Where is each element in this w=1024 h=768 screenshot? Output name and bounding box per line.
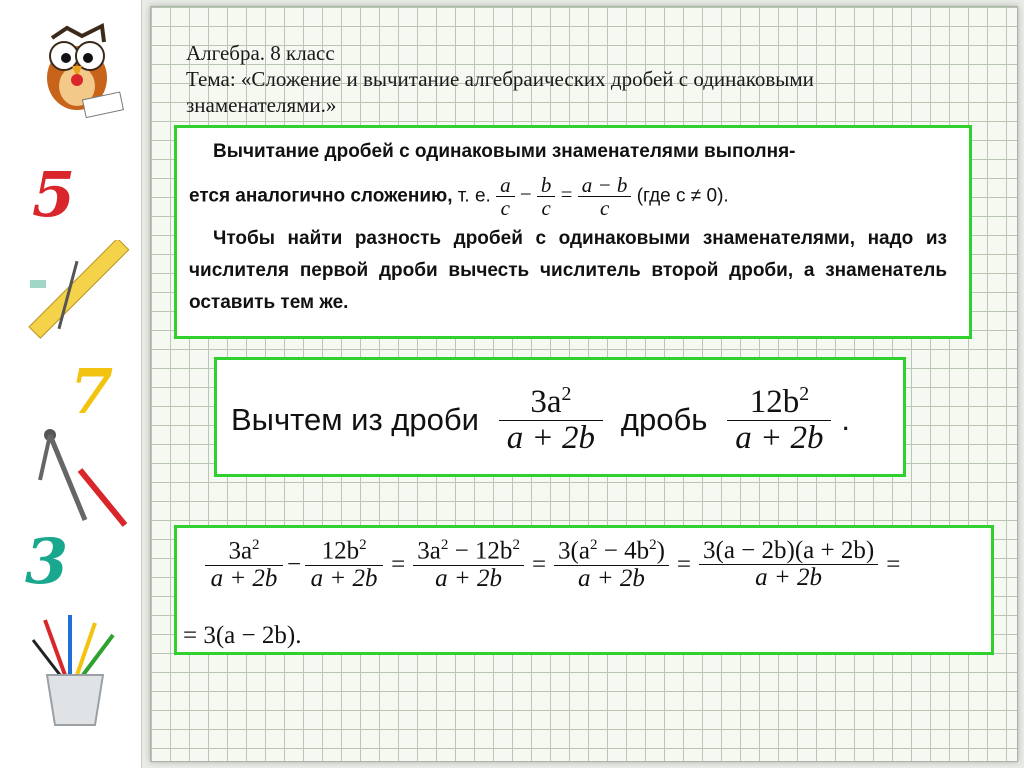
digit-7-decoration: 7 — [70, 355, 114, 428]
rule-te: т. е. — [452, 185, 497, 207]
owl-icon — [22, 8, 132, 118]
task-fraction-1: $\frac{3a^2}{a + 2b}$ — [499, 384, 603, 455]
decoration-strip — [0, 0, 142, 768]
task-box — [214, 357, 906, 477]
ruler-icon — [20, 240, 130, 350]
subtraction-formula: $\frac{a}{c}$ − $\frac{b}{c}$ = $\frac{a - b}{c}$ — [496, 182, 637, 206]
digit-3-decoration: 3 — [25, 525, 69, 598]
compass-icon — [30, 420, 130, 530]
rule-paragraph-1 — [189, 136, 947, 168]
pencil-cup-icon — [25, 615, 125, 730]
topic-line-2: знаменателями.» — [186, 93, 337, 117]
rule-p1-start: Вычитание дробей с одинаковыми знаменателями выполня- — [213, 141, 796, 162]
condition-text: (где c ≠ 0). — [636, 185, 729, 207]
solution-result: = 3(a − 2b). — [183, 622, 302, 649]
rule-p1-cont: ется аналогично сложению, — [189, 185, 453, 207]
rule-paragraph-2: Чтобы найти разность дробей с одинаковыми знаменателями, надо из числителя первой дроби вычесть числитель второй дроби, а знаменатель оставить тем же. — [189, 228, 947, 314]
digit-5-decoration: 5 — [32, 158, 76, 231]
rule-paragraph-1-cont — [189, 174, 947, 219]
topic-line-1: Тема: «Сложение и вычитание алгебраических дробей с одинаковыми — [186, 67, 814, 91]
task-text-2: дробь — [620, 401, 708, 437]
task-text-1: Вычтем из дроби — [231, 401, 479, 437]
slide-header — [186, 40, 986, 118]
solution-chain: $\frac{3a^2}{a + 2b}$ − $\frac{12b^2}{a + 2b}$ = $\frac{3a^2 - 12b^2}{a + 2b}$ = $\frac{3(a^2 - 4b^2)}{a + 2b}$ = $\frac{3(a - 2b)(a + 2b)}{a + 2b}$ = — [205, 538, 908, 592]
task-period: . — [841, 401, 851, 437]
rule-box — [174, 125, 972, 339]
solution-box — [174, 525, 994, 655]
course-title: Алгебра. 8 класс — [186, 41, 335, 65]
task-fraction-2: $\frac{12b^2}{a + 2b}$ — [727, 384, 831, 455]
